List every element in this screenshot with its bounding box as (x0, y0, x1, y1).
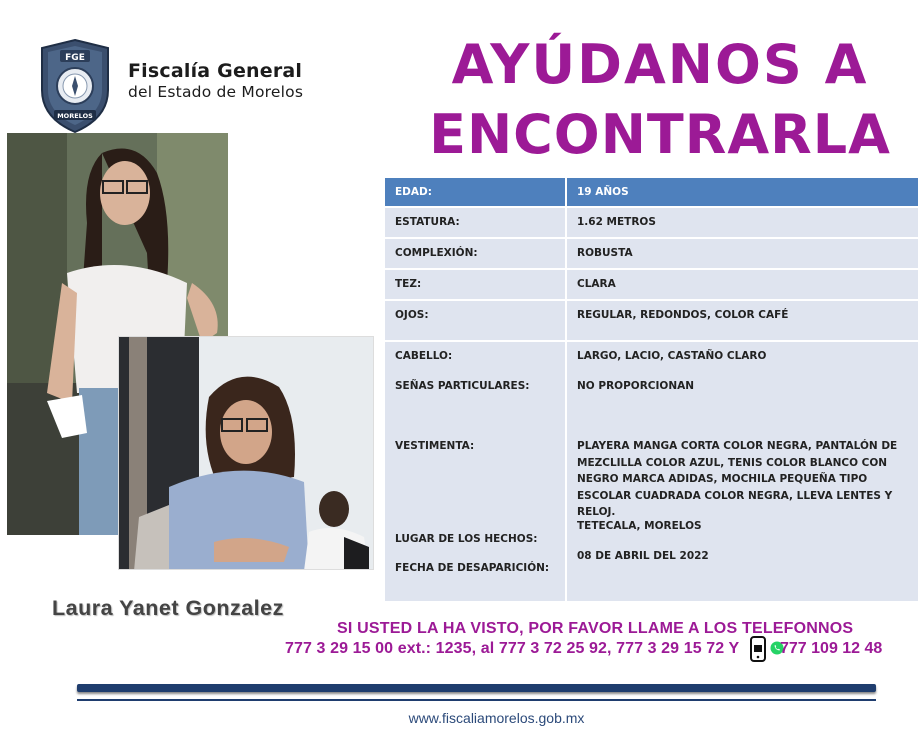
row-tez (385, 270, 918, 301)
label-lugar: LUGAR DE LOS HECHOS: (395, 533, 538, 545)
logo-badge-text: FGE (65, 53, 85, 63)
label-edad: EDAD: (385, 178, 567, 206)
photo-2-illustration (119, 337, 374, 570)
value-ojos: REGULAR, REDONDOS, COLOR CAFÉ (567, 301, 918, 340)
headline-line-2: ENCONTRARLA (429, 103, 891, 166)
headline-line-1: AYÚDANOS A (451, 33, 869, 96)
label-estatura: ESTATURA: (385, 208, 567, 237)
footer-bar-thin (77, 699, 876, 701)
org-subtitle: del Estado de Morelos (128, 83, 304, 101)
logo-ribbon-text: MORELOS (57, 112, 93, 120)
row-complexion (385, 239, 918, 270)
row-estatura (385, 208, 918, 239)
headline (400, 30, 920, 170)
org-name: Fiscalía General (128, 60, 303, 82)
value-fecha: 08 DE ABRIL DEL 2022 (577, 550, 709, 562)
value-tez: CLARA (567, 270, 918, 299)
footer-url-link[interactable]: www.fiscaliamorelos.gob.mx (408, 710, 585, 726)
mobile-phone-icon (750, 636, 766, 662)
row-description (385, 342, 918, 601)
organization-title (128, 60, 303, 101)
missing-person-photo-2 (118, 336, 374, 570)
row-ojos (385, 301, 918, 342)
person-name: Laura Yanet Gonzalez (52, 596, 284, 620)
row-edad (385, 178, 918, 208)
value-senas: NO PROPORCIONAN (577, 380, 695, 392)
value-lugar: TETECALA, MORELOS (577, 520, 702, 532)
cta-whatsapp-number[interactable]: 777 109 12 48 (780, 640, 883, 657)
label-complexion: COMPLEXIÓN: (385, 239, 567, 268)
value-estatura: 1.62 METROS (567, 208, 918, 237)
footer-bar-thick (77, 684, 876, 692)
label-cabello: CABELLO: (395, 350, 453, 362)
details-table (385, 178, 918, 601)
cta-phone-numbers[interactable]: 777 3 29 15 00 ext.: 1235, al 777 3 72 25 92, 777 3 29 15 72 Y (285, 640, 740, 657)
description-values (567, 342, 918, 601)
description-labels (385, 342, 567, 601)
fge-shield-logo (38, 38, 112, 134)
label-vestimenta: VESTIMENTA: (395, 440, 475, 452)
value-edad: 19 AÑOS (567, 178, 918, 206)
label-ojos: OJOS: (385, 301, 567, 340)
label-senas: SEÑAS PARTICULARES: (395, 380, 530, 392)
label-fecha: FECHA DE DESAPARICIÓN: (395, 562, 550, 574)
label-tez: TEZ: (385, 270, 567, 299)
value-cabello: LARGO, LACIO, CASTAÑO CLARO (577, 350, 767, 362)
cta-line-1: SI USTED LA HA VISTO, POR FAVOR LLAME A LOS TELEFONNOS (337, 620, 854, 637)
value-vestimenta: PLAYERA MANGA CORTA COLOR NEGRA, PANTALÓN DE MEZCLILLA COLOR AZUL, TENIS COLOR BLANCO CON NEGRO MARCA ADIDAS, MOCHILA PEQUEÑA TIPO ESCOLAR CUADRADA COLOR NEGRA, LLEVA LENTES Y RELOJ. (577, 440, 898, 518)
value-complexion: ROBUSTA (567, 239, 918, 268)
